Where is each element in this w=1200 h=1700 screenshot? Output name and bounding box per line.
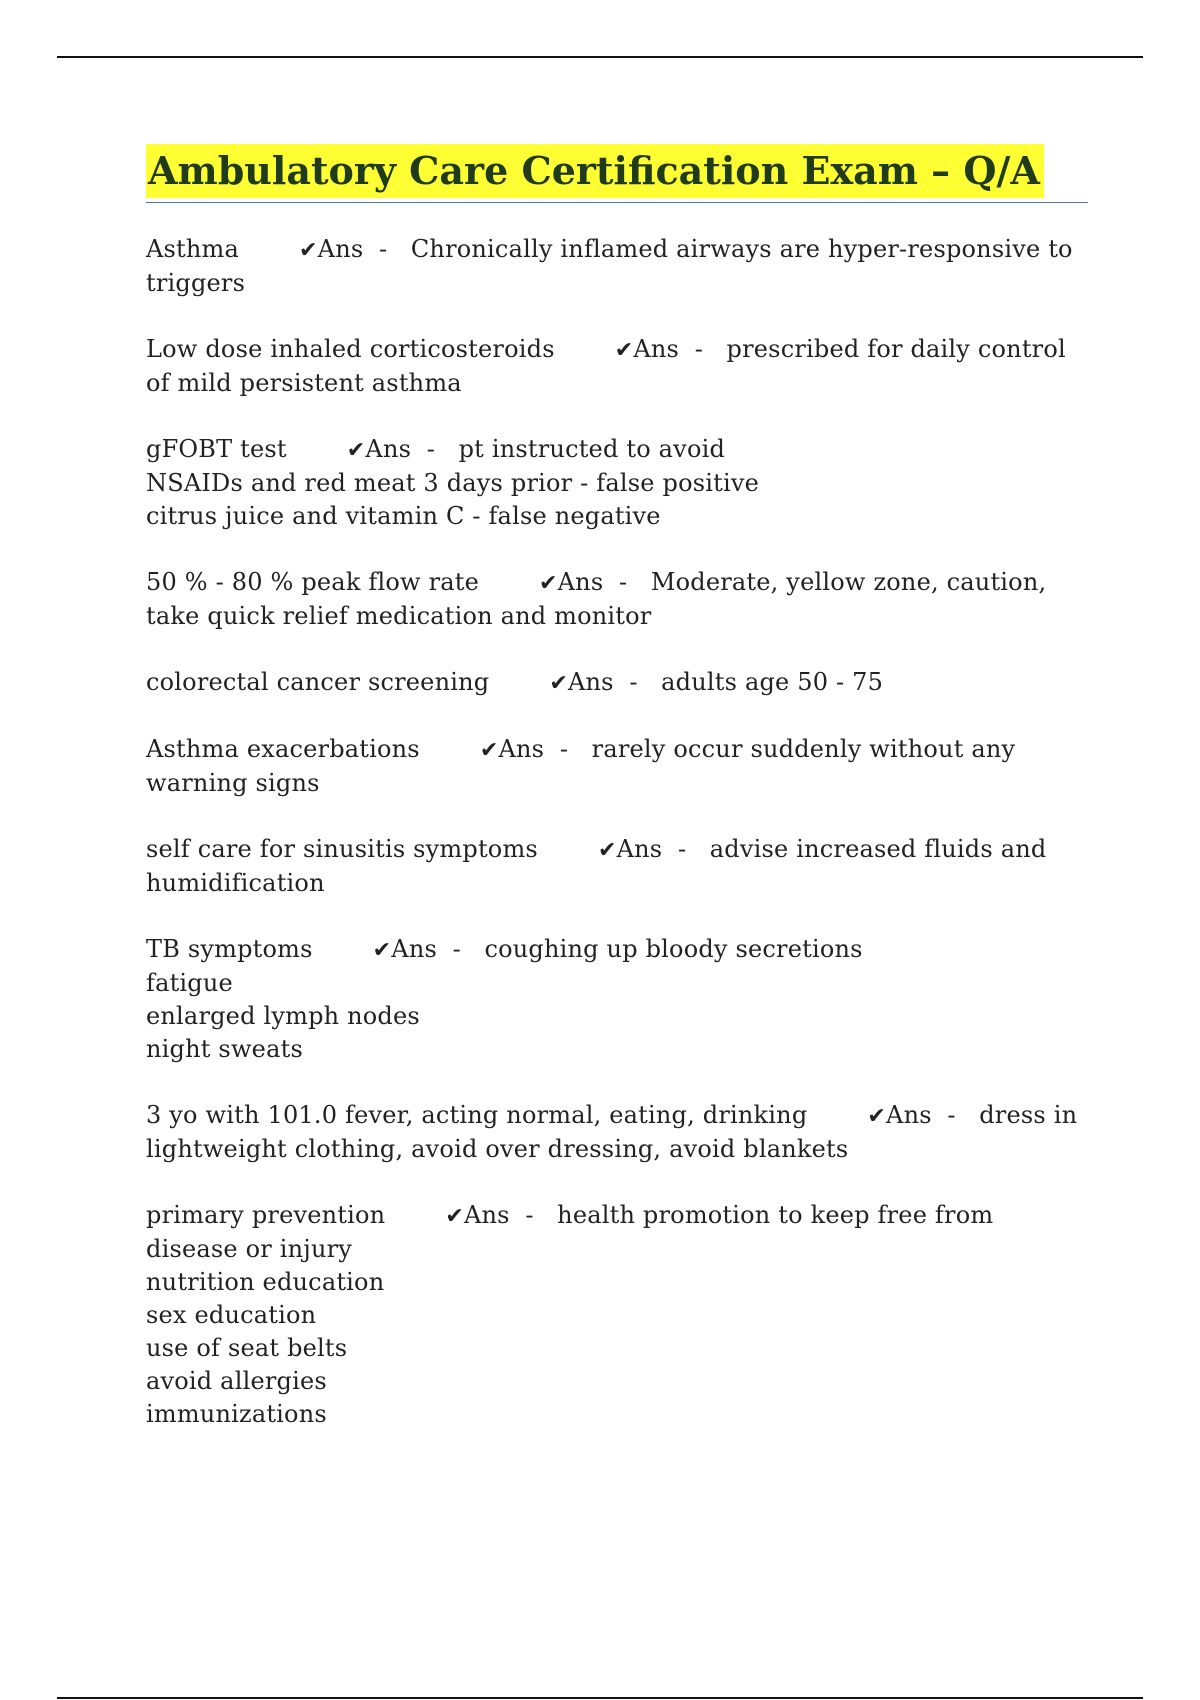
- answer-line: NSAIDs and red meat 3 days prior - false positive: [146, 469, 759, 497]
- answer: Moderate, yellow zone, caution, take quick relief medication and monitor: [146, 568, 1047, 630]
- qa-item: [146, 733, 1090, 800]
- footer-rule: [57, 1697, 1143, 1699]
- ans-label: Ans: [463, 1201, 510, 1229]
- question: Asthma: [146, 235, 240, 263]
- qa-item: [146, 1099, 1090, 1166]
- check-icon: ✔: [539, 571, 558, 596]
- qa-item: [146, 433, 1090, 533]
- ans-separator: -: [613, 668, 662, 696]
- ans-separator: -: [363, 235, 411, 263]
- qa-item: [146, 666, 1090, 700]
- answer-line: avoid allergies: [146, 1367, 327, 1395]
- answer: rarely occur suddenly without any warning signs: [146, 735, 1016, 797]
- answer: pt instructed to avoid: [458, 435, 726, 463]
- ans-label: Ans: [365, 435, 412, 463]
- ans-separator: -: [411, 435, 459, 463]
- answer: dress in lightweight clothing, avoid over dressing, avoid blankets: [146, 1101, 1078, 1163]
- header-rule: [57, 56, 1143, 58]
- question: self care for sinusitis symptoms: [146, 835, 538, 863]
- question: primary prevention: [146, 1201, 386, 1229]
- qa-list: [146, 233, 1090, 1431]
- check-icon: ✔: [549, 671, 568, 696]
- answer: health promotion to keep free from disease or injury: [146, 1201, 994, 1263]
- check-icon: ✔: [479, 738, 499, 763]
- answer-line: sex education: [146, 1301, 317, 1329]
- ans-label: Ans: [616, 835, 663, 863]
- check-icon: ✔: [867, 1104, 887, 1129]
- ans-separator: -: [509, 1201, 558, 1229]
- check-icon: ✔: [597, 838, 617, 863]
- answer: advise increased fluids and humidification: [146, 835, 1047, 897]
- ans-label: Ans: [886, 1101, 932, 1129]
- qa-item: [146, 833, 1090, 900]
- document-body: [146, 144, 1090, 1464]
- question: gFOBT test: [146, 435, 287, 463]
- question: Asthma exacerbations: [146, 735, 420, 763]
- question: 50 % - 80 % peak flow rate: [146, 568, 479, 596]
- ans-label: Ans: [557, 568, 604, 596]
- check-icon: ✔: [299, 238, 318, 263]
- ans-label: Ans: [317, 235, 364, 263]
- answer-line: use of seat belts: [146, 1334, 348, 1362]
- check-icon: ✔: [614, 338, 634, 363]
- document-title: Ambulatory Care Certification Exam – Q/A: [146, 144, 1044, 198]
- ans-label: Ans: [391, 935, 437, 963]
- ans-separator: -: [437, 935, 485, 963]
- question: 3 yo with 101.0 fever, acting normal, eating, drinking: [146, 1101, 808, 1129]
- qa-item: [146, 1199, 1090, 1431]
- qa-item: [146, 233, 1090, 300]
- answer: coughing up bloody secretions: [484, 935, 863, 963]
- answer-line: citrus juice and vitamin C - false negative: [146, 502, 661, 530]
- answer-line: nutrition education: [146, 1268, 385, 1296]
- answer-line: fatigue: [146, 969, 233, 997]
- answer-line: enlarged lymph nodes: [146, 1002, 420, 1030]
- answer: prescribed for daily control of mild persistent asthma: [146, 335, 1066, 397]
- qa-item: [146, 566, 1090, 633]
- question: colorectal cancer screening: [146, 668, 490, 696]
- answer: Chronically inflamed airways are hyper-responsive to triggers: [146, 235, 1073, 297]
- check-icon: ✔: [445, 1204, 464, 1229]
- ans-separator: -: [603, 568, 651, 596]
- answer-line: immunizations: [146, 1400, 327, 1428]
- ans-separator: -: [544, 735, 592, 763]
- check-icon: ✔: [372, 938, 392, 963]
- answer: adults age 50 - 75: [661, 668, 884, 696]
- qa-item: [146, 933, 1090, 1066]
- ans-separator: -: [931, 1101, 980, 1129]
- question: TB symptoms: [146, 935, 313, 963]
- check-icon: ✔: [346, 438, 366, 463]
- title-underline: [146, 202, 1088, 203]
- ans-label: Ans: [567, 668, 614, 696]
- ans-separator: -: [662, 835, 710, 863]
- ans-label: Ans: [498, 735, 545, 763]
- answer-line: night sweats: [146, 1035, 303, 1063]
- question: Low dose inhaled corticosteroids: [146, 335, 555, 363]
- qa-item: [146, 333, 1090, 400]
- ans-label: Ans: [633, 335, 680, 363]
- ans-separator: -: [679, 335, 727, 363]
